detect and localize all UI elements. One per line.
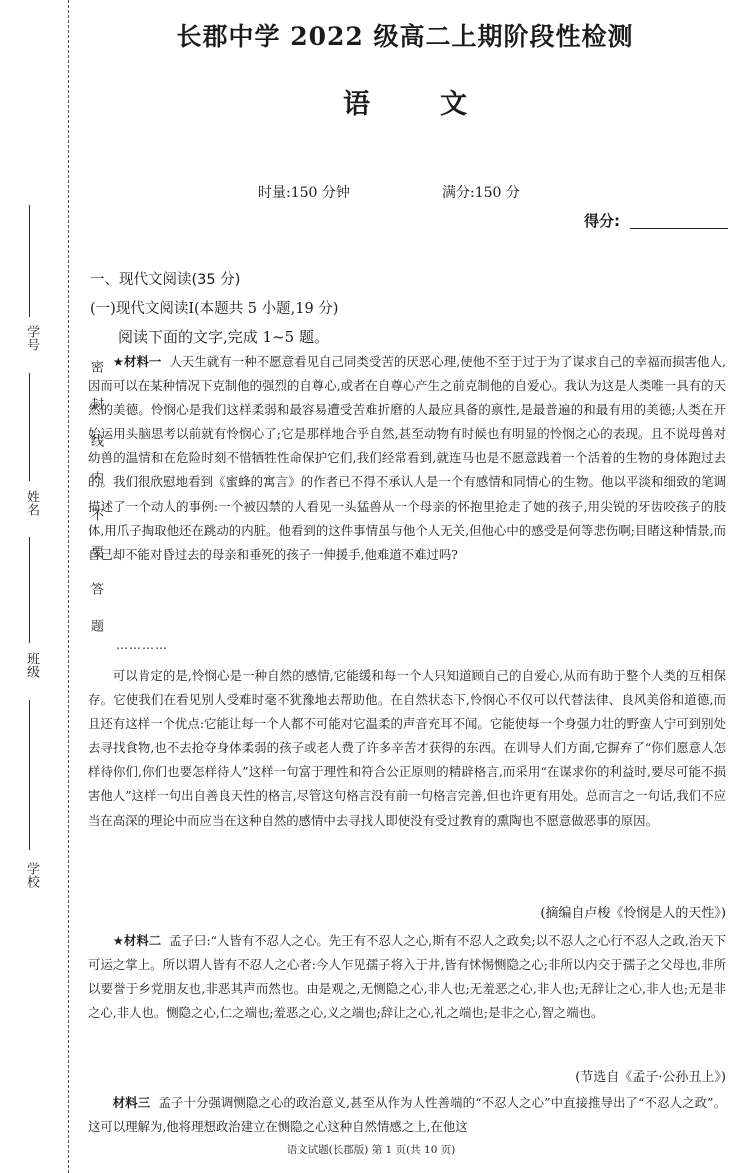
material2-text: 孟子曰:“人皆有不忍人之心。先王有不忍人之心,斯有不忍人之政矣;以不忍人之心行不忍人之政,治天下可运之掌上。所以谓人皆有不忍人之心者:今人乍见孺子将入于井,皆有怵惕恻隐之心;非所以内交于孺子之父母也,非所以要誉于乡党朋友也,非恶其声而然也。由是观之,无恻隐之心,非人也;无羞恶之心,非人也;无辞让之心,非人也;无是非之心,非人也。恻隐之心,仁之端也;羞恶之心,义之端也;辞让之心,礼之端也;是非之心,智之端也。 — [88, 933, 727, 1021]
binding-dashed-line — [68, 0, 69, 1173]
material1-paragraph1 — [88, 350, 726, 567]
school-label: 学校 — [24, 862, 39, 888]
material1-ellipsis: ………… — [116, 638, 168, 652]
section-heading: 一、现代文阅读(35 分) — [90, 272, 241, 288]
exam-title: 长郡中学 2022 级高二上期阶段性检测 — [176, 22, 634, 51]
school-answer-line — [29, 700, 30, 850]
score-label: 得分: — [584, 212, 620, 230]
subject-title: 语文 — [343, 89, 537, 120]
class-answer-line — [29, 537, 30, 643]
material2-label: ★材料二 — [112, 933, 162, 948]
score-blank[interactable] — [630, 228, 728, 229]
material3-label: 材料三 — [112, 1095, 151, 1110]
material1-text1: 人天生就有一种不愿意看见自己同类受苦的厌恶心理,使他不至于过于为了谋求自己的幸福而损害他人,因而可以在某种情况下克制他的强烈的自尊心,或者在自尊心产生之前克制他的自爱心。我认为这是人类唯一具有的天然的美德。怜悯心是我们这样柔弱和最容易遭受苦难折磨的人最应具备的禀性,是最普遍的和最有用的美德;人类在开始运用头脑思考以前就有怜悯心了;它是那样地合乎自然,甚至动物有时候也有明显的怜悯之心的表现。且不说母兽对幼兽的温情和在危险时刻不惜牺牲性命保护它们,我们经常看到,就连马也是不愿意践着一个活着的生物的身体跑过去的。我们很欣慰地看到《蜜蜂的寓言》的作者已不得不承认人是一个有感情和同情心的生物。他以平淡和细致的笔调描述了一个动人的事例:一个被囚禁的人看见一头猛兽从一个母亲的怀抱里抢走了她的孩子,用尖锐的牙齿咬孩子的肢体,用爪子掏取他还在跳动的内脏。他看到的这件事情虽与他个人无关,但他心中的感受是何等悲伤啊;目睹这种情景,而自己却不能对昏过去的母亲和垂死的孩子一伸援手,他难道不难过吗? — [88, 354, 726, 562]
page-footer: 语文试题(长郡版) 第 1 页(共 10 页) — [286, 1144, 456, 1156]
name-label: 姓名 — [24, 490, 39, 516]
reading-instruction: 阅读下面的文字,完成 1~5 题。 — [118, 328, 329, 346]
material1-label: ★材料一 — [112, 354, 162, 369]
class-label: 班级 — [24, 652, 39, 678]
material2-source: (节选自《孟子·公孙丑上》) — [575, 1070, 726, 1085]
name-answer-line — [29, 373, 30, 481]
number-label: 学号 — [24, 325, 39, 351]
subsection-heading: (一)现代文阅读Ⅰ(本题共 5 小题,19 分) — [90, 301, 339, 317]
number-answer-line — [29, 205, 30, 317]
material3-paragraph — [88, 1091, 726, 1139]
full-score: 满分:150 分 — [442, 185, 520, 201]
material1-source: (摘编自卢梭《怜悯是人的天性》) — [540, 906, 726, 921]
material2-paragraph — [88, 929, 726, 1025]
material3-text: 孟子十分强调恻隐之心的政治意义,甚至从作为人性善端的“不忍人之心”中直接推导出了“不忍人之政”。这可以理解为,他将理想政治建立在恻隐之心这种自然情感之上,在他这 — [88, 1095, 727, 1135]
seal-line-notice: 密封线内不要答题 — [88, 360, 103, 656]
time-limit: 时量:150 分钟 — [258, 185, 350, 201]
material1-paragraph2: 可以肯定的是,怜悯心是一种自然的感情,它能缓和每一个人只知道顾自己的自爱心,从而有助于整个人类的互相保存。它使我们在看见别人受难时毫不犹豫地去帮助他。在自然状态下,怜悯心不仅可以代替法律、良风美俗和道德,而且还有这样一个优点:它能让每一个人都不可能对它温柔的声音充耳不闻。它能使每一个身强力壮的野蛮人宁可到别处去寻找食物,也不去抢夺身体柔弱的孩子或老人费了许多辛苦才获得的东西。在训导人们方面,它摒弃了“你们愿意人怎样待你们,你们也要怎样待人”这样一句富于理性和符合公正原则的精辟格言,而采用“在谋求你的利益时,要尽可能不损害他人”这样一句出自善良天性的格言,尽管这句格言没有前一句格言完善,但也许更有用处。总而言之一句话,我们不应当在高深的理论中而应当在这种自然的感情中去寻找人即使没有受过教育的熏陶也不愿意做恶事的原因。 — [88, 668, 726, 828]
